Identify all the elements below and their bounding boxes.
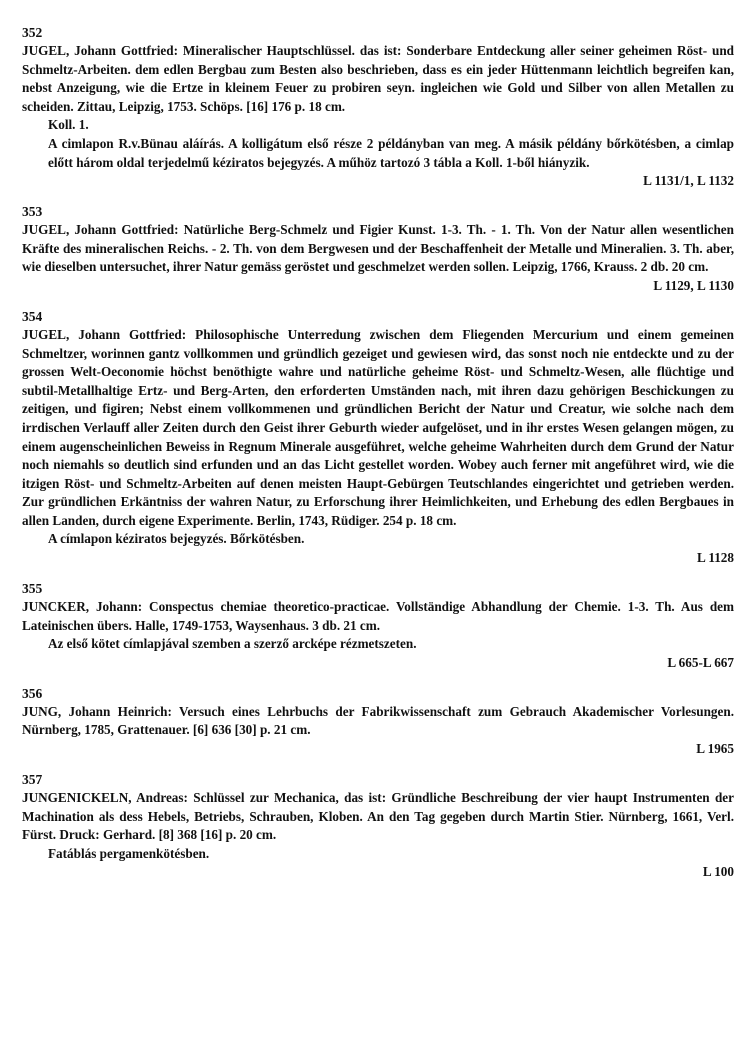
entry-note: A címlapon kéziratos bejegyzés. Bőrkötésben.	[48, 531, 305, 547]
catalog-entry-352	[22, 24, 734, 190]
entry-description: JUNGENICKELN, Andreas: Schlüssel zur Mechanica, das ist: Gründliche Beschreibung der vier haupt Instrumenten der Machination als dess Hebels, Betriebs, Schrauben, Kloben. An den Tag gegeben durch Martin Stier. Nürnberg, 1661, Verl. Fürst. Druck: Gerhard. [8] 368 [16] p. 20 cm.	[22, 790, 734, 843]
entry-number: 352	[22, 25, 43, 40]
entry-number: 356	[22, 685, 43, 701]
entry-note: A cimlapon R.v.Bünau aláírás. A kolligátum első része 2 példányban van meg. A másik példány bőrkötésben, a cimlap előtt három oldal terjedelmű kéziratos bejegyzés. A műhöz tartozó 3 tábla a Koll. 1-ből hiányzik.	[48, 135, 734, 170]
catalog-entry-356	[22, 685, 734, 758]
entry-description: JUGEL, Johann Gottfried: Philosophische Unterredung zwischen dem Fliegenden Mercurium und einem gemeinen Schmeltzer, worinnen gantz vollkommen und gründlich gezeiget und gewiesen wird, das sonst noch nie entdeckte und zu der grossen Welt-Oeconomie höchst benöthigte wahre und natürliche geheime Röst- und Schmeltz-Wesen, alle flüchtige und subtil-Metallhaltige Ertz- und Berg-Arten, den erforderten Umständen nach, mit ihren dazu gehörigen Beschickungen zu zeitigen, und figiren; Nebst einem vollkommenen und gründlichen Bericht der Natur und Creatur, wie solche nach dem irrdischen Verlauff aller Zeiten durch den Geist ihrer Geburth wieder aufgelöset, und in ihr erstes Wesen gelangen mögen, zu einem augenscheinlichen Beweiss in Regnum Minerale ausgeführet, welche geheime Wahrheiten durch dem Grund der Natur noch niemahls so deutlich sind erfunden und an das Licht gestellet worden. Wobey auch ferner mit angeführet wird, wie die itzigen Röst- und Schmeltz-Arbeiten auf denen meisten Haupt-Gebürgen Teutschlandes eingerichtet und getrieben werden. Zur gründlichen Erkäntniss der wahren Natur, zu Erforschung ihrer Heimlichkeiten, und Erhebung des edlen Bergbaues in allen Landen, durch eigene Experimente. Berlin, 1743, Rüdiger. 254 p. 18 cm.	[22, 326, 734, 528]
catalog-entry-357	[22, 771, 734, 881]
catalog-entry-354	[22, 308, 734, 567]
shelf-mark: L 665-L 667	[667, 654, 734, 670]
entry-description: JUGEL, Johann Gottfried: Natürliche Berg-Schmelz und Figier Kunst. 1-3. Th. - 1. Th. Von der Natur allen wesentlichen Kräfte des mineralischen Reichs. - 2. Th. von dem Bergwesen und der Beschaffenheit der Metalle und Mineralien. 3. Th. aber, wie dieselben untersuchet, ihrer Natur gemäss geröstet und geschmelzet werden sollen. Leipzig, 1766, Krauss. 2 db. 20 cm.	[22, 222, 734, 275]
entry-note: Fatáblás pergamenkötésben.	[48, 845, 210, 861]
entry-number: 353	[22, 204, 43, 220]
shelf-mark: L 1129, L 1130	[653, 277, 734, 293]
entry-number: 355	[22, 581, 43, 597]
entry-number: 354	[22, 308, 43, 324]
entry-description: JUGEL, Johann Gottfried: Mineralischer Hauptschlüssel. das ist: Sonderbare Entdeckung aller seiner geheimen Röst- und Schmeltz-Arbeiten. dem edlen Bergbau zum Besten also beschrieben, dass es ein jeder Hüttenmann leichtlich begreifen kan, nebst Anzeigung, wie die Ertze in kleinem Feuer zu probiren seyn. ingleichen wie Gold und Silber von allen Metallen zu scheiden. Zittau, Leipzig, 1753. Schöps. [16] 176 p. 18 cm.	[22, 43, 734, 114]
entry-description: JUNG, Johann Heinrich: Versuch eines Lehrbuchs der Fabrikwissenschaft zum Gebrauch Akademischer Vorlesungen. Nürnberg, 1785, Grattenauer. [6] 636 [30] p. 21 cm.	[22, 703, 734, 738]
entry-description: JUNCKER, Johann: Conspectus chemiae theoretico-practicae. Vollständige Abhandlung der Chemie. 1-3. Th. Aus dem Lateinischen übers. Halle, 1749-1753, Waysenhaus. 3 db. 21 cm.	[22, 599, 734, 633]
entry-number: 357	[22, 772, 43, 788]
shelf-mark: L 1128	[696, 550, 734, 566]
shelf-mark: L 1965	[696, 741, 734, 757]
shelf-mark: L 1131/1, L 1132	[643, 173, 734, 189]
shelf-mark: L 100	[702, 864, 734, 880]
entry-note: Az első kötet címlapjával szemben a szerző arcképe rézmetszeten.	[48, 636, 417, 652]
catalog-page	[22, 24, 734, 894]
catalog-entry-353	[22, 203, 734, 295]
entry-note: Koll. 1.	[48, 117, 89, 133]
catalog-entry-355	[22, 580, 734, 672]
